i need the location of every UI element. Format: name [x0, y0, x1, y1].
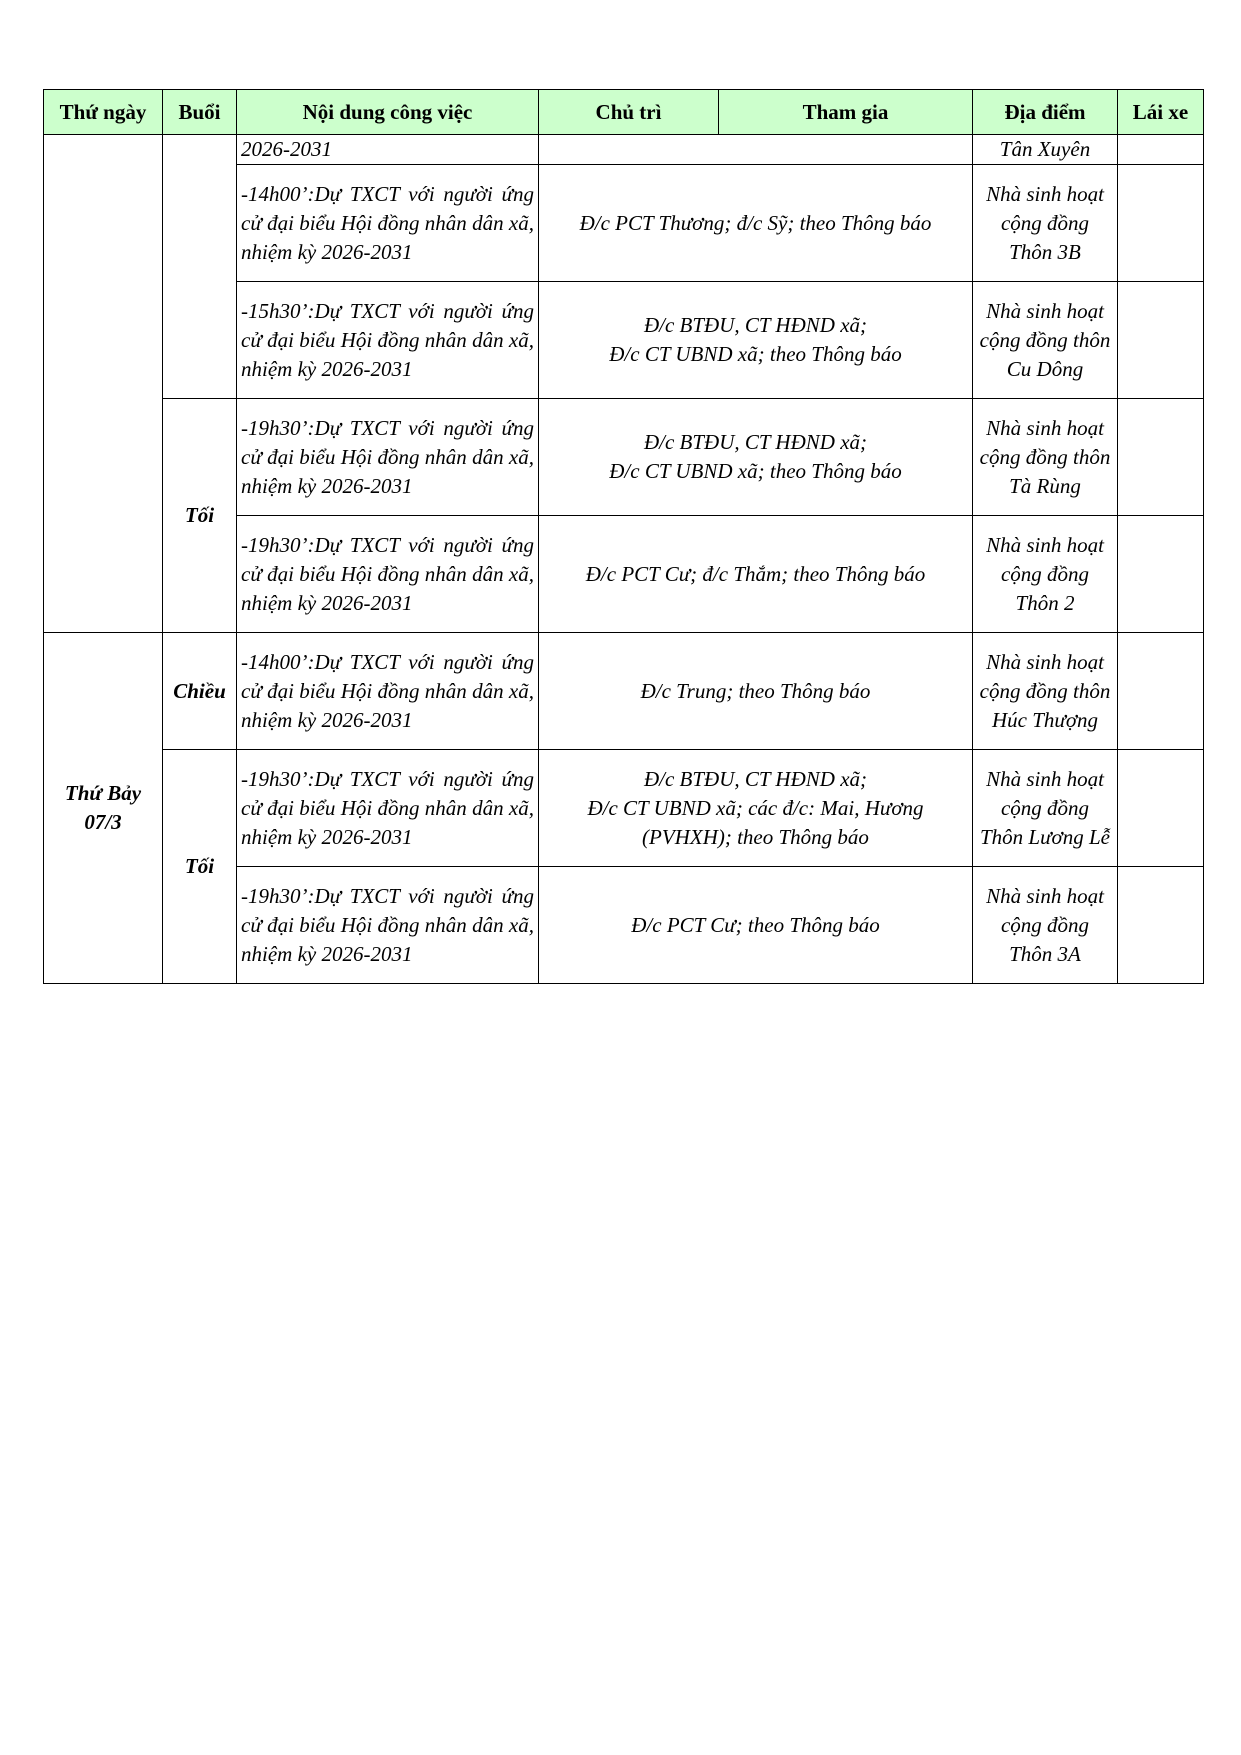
- content-cell: -14h00’:Dự TXCT với người ứng cử đại biểu Hội đồng nhân dân xã, nhiệm kỳ 2026-2031: [237, 633, 539, 750]
- location-cell: Nhà sinh hoạt cộng đồng thôn Tà Rùng: [973, 399, 1118, 516]
- driver-cell: [1118, 516, 1204, 633]
- schedule-table: [43, 89, 1204, 984]
- table-header: [44, 90, 1204, 135]
- host-line: Đ/c BTĐU, CT HĐND xã;: [643, 430, 868, 454]
- host-line: Đ/c BTĐU, CT HĐND xã;: [643, 313, 868, 337]
- driver-cell: [1118, 867, 1204, 984]
- driver-cell: [1118, 399, 1204, 516]
- header-driver: Lái xe: [1118, 90, 1204, 135]
- host-line: Đ/c BTĐU, CT HĐND xã;: [643, 766, 868, 791]
- host-line: Đ/c CT UBND xã; theo Thông báo: [609, 459, 902, 483]
- location-cell: Nhà sinh hoạt cộng đồng thôn Húc Thượng: [973, 633, 1118, 750]
- header-day: Thứ ngày: [44, 90, 163, 135]
- day-name: Thứ Bảy: [64, 781, 142, 805]
- host-cell: [539, 135, 973, 165]
- location-cell: Tân Xuyên: [973, 135, 1118, 165]
- location-cell: Nhà sinh hoạt cộng đồng Thôn 3B: [973, 165, 1118, 282]
- content-cell: -19h30’:Dự TXCT với người ứng cử đại biểu Hội đồng nhân dân xã, nhiệm kỳ 2026-2031: [237, 750, 539, 867]
- session-cell-afternoon: Chiều: [163, 633, 237, 750]
- table-row: [44, 750, 1204, 867]
- table-row: [44, 399, 1204, 516]
- header-row: [44, 90, 1204, 135]
- day-cell-saturday: [44, 633, 163, 984]
- content-cell: -14h00’:Dự TXCT với người ứng cử đại biểu Hội đồng nhân dân xã, nhiệm kỳ 2026-2031: [237, 165, 539, 282]
- table-row: [44, 135, 1204, 165]
- location-cell: Nhà sinh hoạt cộng đồng Thôn 2: [973, 516, 1118, 633]
- host-line: Đ/c CT UBND xã; các đ/c: Mai, Hương: [587, 795, 924, 820]
- day-cell-previous: [44, 135, 163, 633]
- header-participants: Tham gia: [719, 90, 973, 135]
- location-cell: Nhà sinh hoạt cộng đồng thôn Cu Dông: [973, 282, 1118, 399]
- header-location: Địa điểm: [973, 90, 1118, 135]
- host-line: (PVHXH); theo Thông báo: [642, 824, 869, 849]
- session-cell-previous: [163, 135, 237, 399]
- driver-cell: [1118, 750, 1204, 867]
- host-cell: Đ/c PCT Thương; đ/c Sỹ; theo Thông báo: [539, 165, 973, 282]
- header-content: Nội dung công việc: [237, 90, 539, 135]
- table-body: [44, 135, 1204, 984]
- content-cell: -19h30’:Dự TXCT với người ứng cử đại biểu Hội đồng nhân dân xã, nhiệm kỳ 2026-2031: [237, 516, 539, 633]
- host-cell: [539, 750, 973, 867]
- host-cell: [539, 399, 973, 516]
- session-cell-evening: Tối: [163, 750, 237, 984]
- table-row: [44, 633, 1204, 750]
- host-line: Đ/c CT UBND xã; theo Thông báo: [609, 342, 902, 366]
- driver-cell: [1118, 165, 1204, 282]
- header-host: Chủ trì: [539, 90, 719, 135]
- host-cell: Đ/c PCT Cư; theo Thông báo: [539, 867, 973, 984]
- day-date: 07/3: [84, 810, 122, 834]
- session-cell-evening: Tối: [163, 399, 237, 633]
- location-cell: Nhà sinh hoạt cộng đồng Thôn 3A: [973, 867, 1118, 984]
- content-cell: -19h30’:Dự TXCT với người ứng cử đại biểu Hội đồng nhân dân xã, nhiệm kỳ 2026-2031: [237, 867, 539, 984]
- driver-cell: [1118, 282, 1204, 399]
- header-session: Buổi: [163, 90, 237, 135]
- driver-cell: [1118, 633, 1204, 750]
- driver-cell: [1118, 135, 1204, 165]
- host-cell: [539, 282, 973, 399]
- content-cell: -19h30’:Dự TXCT với người ứng cử đại biểu Hội đồng nhân dân xã, nhiệm kỳ 2026-2031: [237, 399, 539, 516]
- location-cell: Nhà sinh hoạt cộng đồng Thôn Lương Lễ: [973, 750, 1118, 867]
- host-cell: Đ/c PCT Cư; đ/c Thắm; theo Thông báo: [539, 516, 973, 633]
- content-cell: 2026-2031: [237, 135, 539, 165]
- host-cell: Đ/c Trung; theo Thông báo: [539, 633, 973, 750]
- content-cell: -15h30’:Dự TXCT với người ứng cử đại biểu Hội đồng nhân dân xã, nhiệm kỳ 2026-2031: [237, 282, 539, 399]
